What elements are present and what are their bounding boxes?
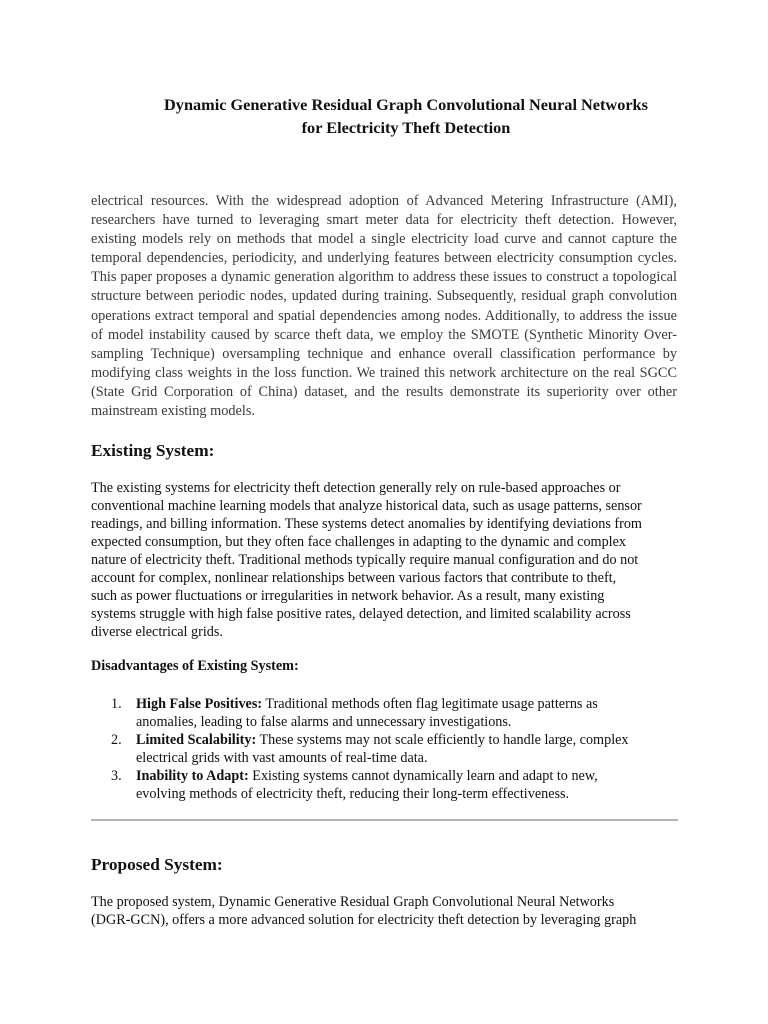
- title-line-2: for Electricity Theft Detection: [301, 118, 511, 137]
- text-line: systems struggle with high false positive rates, delayed detection, and limited scalability across: [91, 606, 631, 622]
- horizontal-divider: [91, 819, 678, 821]
- list-item: [91, 767, 677, 803]
- list-text: Traditional methods often flag legitimate usage patterns as: [262, 696, 598, 712]
- disadvantages-list: [91, 695, 677, 803]
- text-line: readings, and billing information. These systems detect anomalies by identifying deviations from: [91, 516, 642, 532]
- proposed-system-paragraph: [91, 893, 677, 929]
- list-text: Existing systems cannot dynamically learn and adapt to new,: [248, 768, 598, 784]
- list-text: evolving methods of electricity theft, reducing their long-term effectiveness.: [136, 786, 570, 802]
- proposed-system-heading: Proposed System:: [91, 855, 223, 874]
- list-term: High False Positives:: [136, 696, 263, 712]
- list-term: Limited Scalability:: [136, 732, 257, 748]
- text-line: The proposed system, Dynamic Generative Residual Graph Convolutional Neural Networks: [91, 894, 615, 910]
- list-text: anomalies, leading to false alarms and unnecessary investigations.: [136, 714, 512, 730]
- document-title: [90, 93, 722, 139]
- text-line: (DGR-GCN), offers a more advanced solution for electricity theft detection by leveraging graph: [91, 912, 637, 928]
- text-line: account for complex, nonlinear relationships between various factors that contribute to theft,: [91, 570, 617, 586]
- existing-system-heading: Existing System:: [91, 441, 215, 460]
- text-line: diverse electrical grids.: [91, 624, 223, 640]
- text-line: such as power fluctuations or irregularities in network behavior. As a result, many existing: [91, 588, 605, 604]
- text-line: The existing systems for electricity theft detection generally rely on rule-based approaches or: [91, 480, 621, 496]
- disadvantages-heading: Disadvantages of Existing System:: [91, 658, 299, 674]
- list-text: These systems may not scale efficiently to handle large, complex: [256, 732, 629, 748]
- existing-system-paragraph: [91, 479, 677, 641]
- list-item: [91, 695, 677, 731]
- text-line: nature of electricity theft. Traditional methods typically require manual configuration and do not: [91, 552, 639, 568]
- list-text: electrical grids with vast amounts of real-time data.: [136, 750, 428, 766]
- text-line: conventional machine learning models that analyze historical data, such as usage patterns, sensor: [91, 498, 642, 514]
- text-line: expected consumption, but they often face challenges in adapting to the dynamic and complex: [91, 534, 627, 550]
- title-line-1: Dynamic Generative Residual Graph Convolutional Neural Networks: [164, 95, 648, 114]
- list-item: [91, 731, 677, 767]
- list-number: 2.: [111, 732, 122, 748]
- list-number: 1.: [111, 696, 122, 712]
- list-term: Inability to Adapt:: [136, 768, 249, 784]
- list-number: 3.: [111, 768, 122, 784]
- abstract-paragraph: electrical resources. With the widespread adoption of Advanced Metering Infrastructure (AMI), researchers have turned to leveraging smart meter data for electricity theft detection. However, existing models rely on methods that model a single electricity load curve and cannot capture the temporal dependencies, periodicity, and underlying features between electricity consumption cycles. This paper proposes a dynamic generation algorithm to address these issues to construct a topological structure between periodic nodes, updated during training. Subsequently, residual graph convolution operations extract temporal and spatial dependencies among nodes. Additionally, to address the issue of model instability caused by scarce theft data, we employ the SMOTE (Synthetic Minority Over-sampling Technique) oversampling technique and enhance overall classification performance by modifying class weights in the loss function. We trained this network architecture on the real SGCC (State Grid Corporation of China) dataset, and the results demonstrate its superiority over other mainstream existing models.: [91, 193, 677, 420]
